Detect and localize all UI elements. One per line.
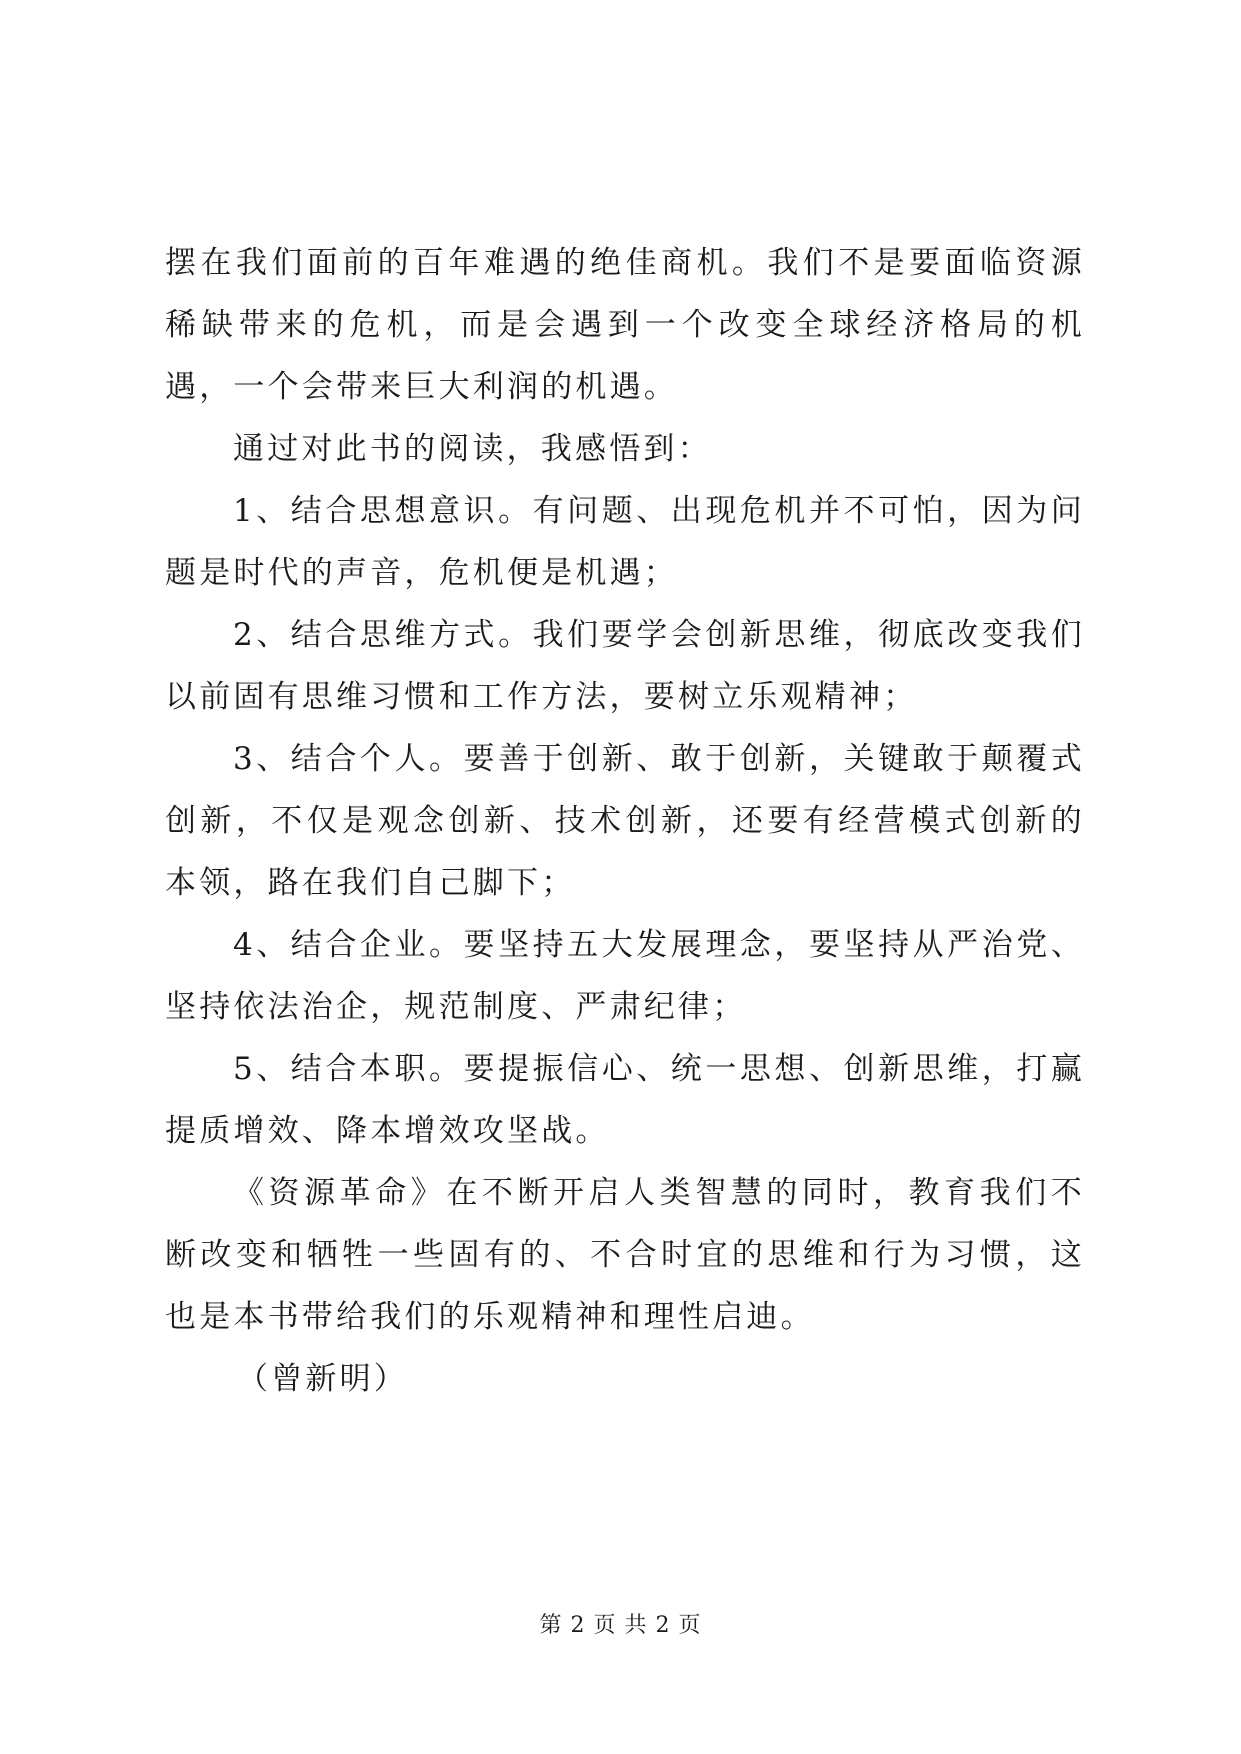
paragraph-continuation: 摆在我们面前的百年难遇的绝佳商机。我们不是要面临资源稀缺带来的危机，而是会遇到一个改变全球经济格局的机遇，一个会带来巨大利润的机遇。 [165,245,1085,405]
list-item-1: 1、结合思想意识。有问题、出现危机并不可怕，因为问题是时代的声音，危机便是机遇； [165,493,1085,591]
paragraph-conclusion: 《资源革命》在不断开启人类智慧的同时，教育我们不断改变和牺牲一些固有的、不合时宜的思维和行为习惯，这也是本书带给我们的乐观精神和理性启迪。 [165,1175,1085,1335]
list-item-4: 4、结合企业。要坚持五大发展理念，要坚持从严治党、坚持依法治企，规范制度、严肃纪律； [165,927,1085,1025]
document-body [165,232,1085,1410]
page-number: 第 2 页 共 2 页 [539,1613,702,1638]
author-signature: （曾新明） [237,1361,408,1397]
page-footer [0,1611,1241,1641]
paragraph-intro: 通过对此书的阅读，我感悟到： [233,431,712,467]
list-item-3: 3、结合个人。要善于创新、敢于创新，关键敢于颠覆式创新，不仅是观念创新、技术创新，还要有经营模式创新的本领，路在我们自己脚下； [165,741,1085,901]
list-item-5: 5、结合本职。要提振信心、统一思想、创新思维，打赢提质增效、降本增效攻坚战。 [165,1051,1085,1149]
list-item-2: 2、结合思维方式。我们要学会创新思维，彻底改变我们以前固有思维习惯和工作方法，要树立乐观精神； [165,617,1085,715]
